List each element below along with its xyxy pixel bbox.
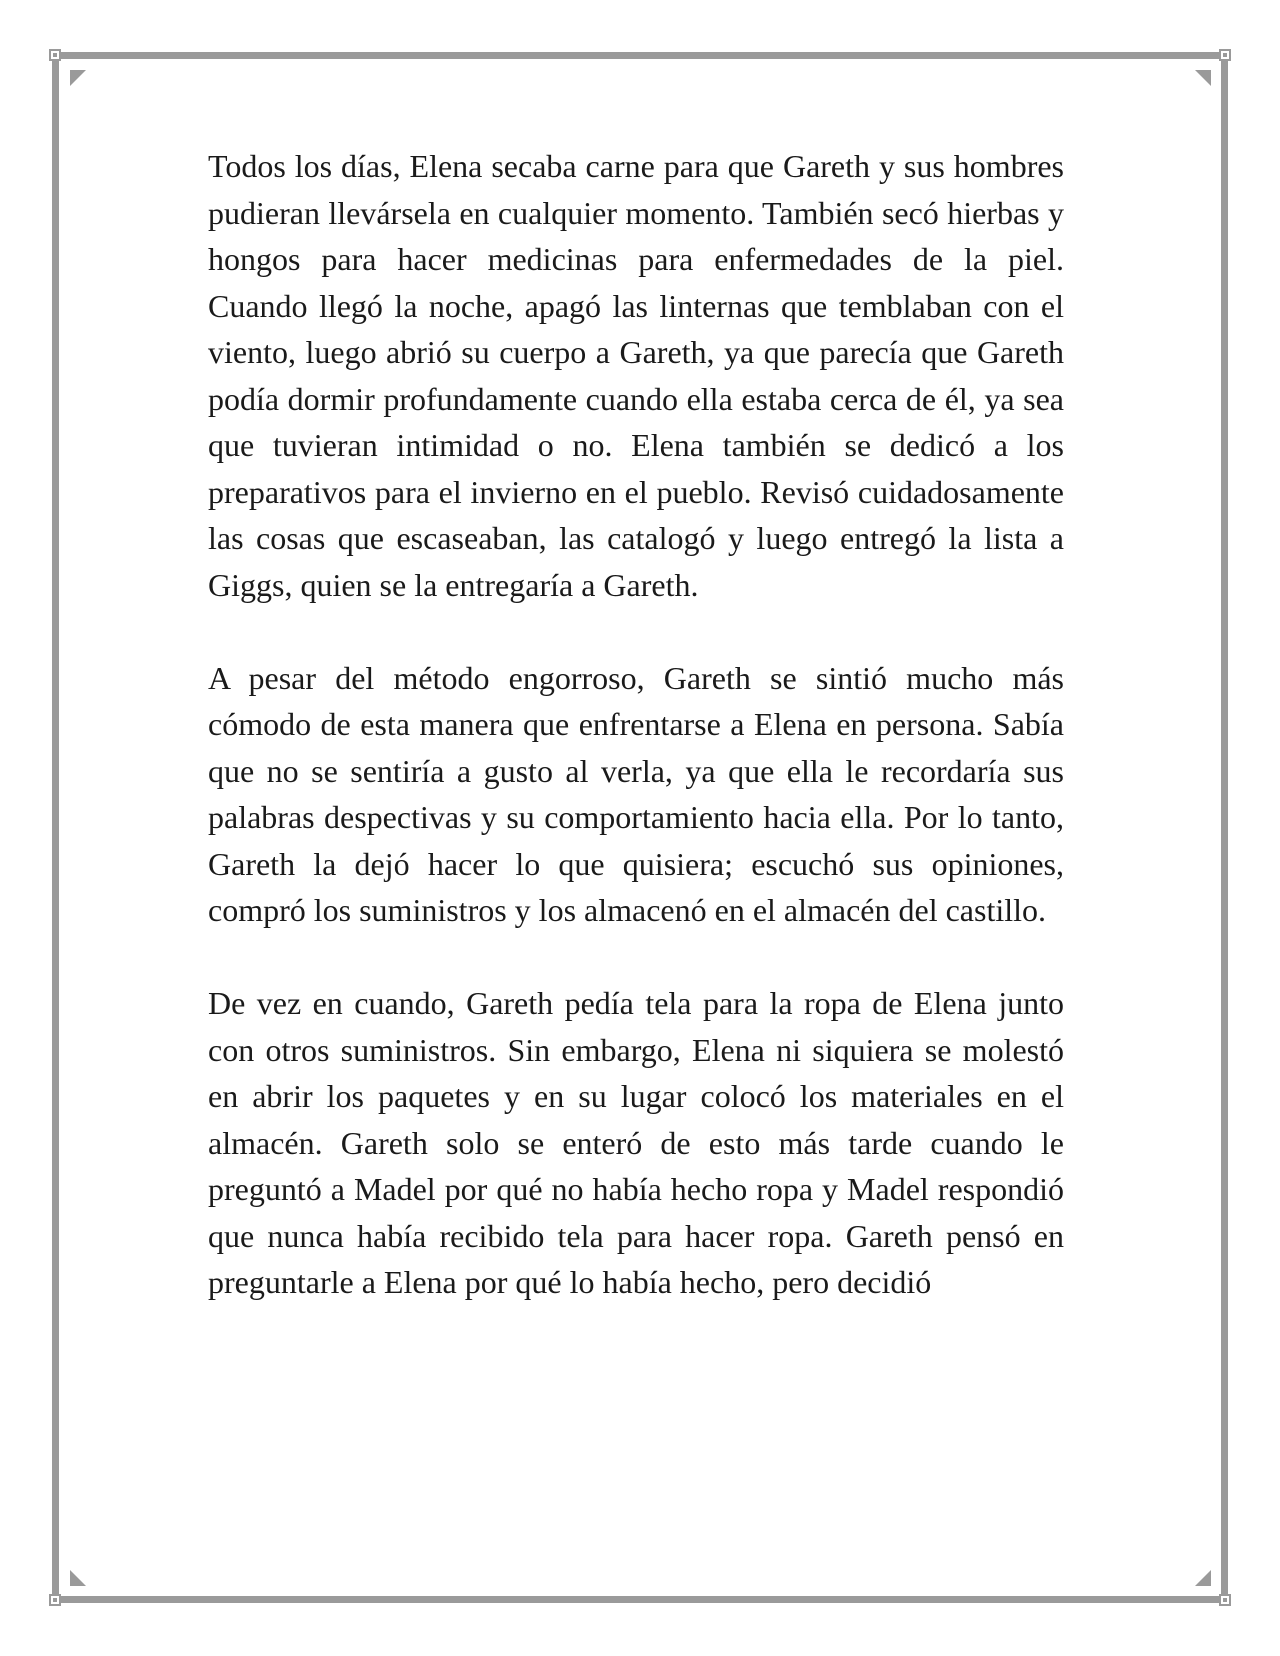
corner-ornament-top-left — [49, 49, 61, 61]
frame-top-border — [60, 52, 1222, 59]
corner-triangle-top-right — [1195, 70, 1211, 86]
paragraph-3: De vez en cuando, Gareth pedía tela para la ropa de Elena junto con otros suministros. Sin embargo, Elena ni siquiera se molestó en abrir los paquetes y en su lugar colocó los materiales en el almacén. Gareth solo se enteró de esto más tarde cuando le preguntó a Madel por qué no había hecho ropa y Madel respondió que nunca había recibido tela para hacer ropa. Gareth pensó en preguntarle a Elena por qué lo había hecho, pero decidió — [208, 985, 1064, 1300]
corner-triangle-bottom-left — [70, 1570, 86, 1586]
frame-right-border — [1221, 60, 1228, 1596]
frame-left-border — [52, 60, 59, 1596]
body-text — [208, 143, 1064, 1352]
paragraph-1: Todos los días, Elena secaba carne para que Gareth y sus hombres pudieran llevársela en cualquier momento. También secó hierbas y hongos para hacer medicinas para enfermedades de la piel. Cuando llegó la noche, apagó las linternas que temblaban con el viento, luego abrió su cuerpo a Gareth, ya que parecía que Gareth podía dormir profundamente cuando ella estaba cerca de él, ya sea que tuvieran intimidad o no. Elena también se dedicó a los preparativos para el invierno en el pueblo. Revisó cuidadosamente las cosas que escaseaban, las catalogó y luego entregó la lista a Giggs, quien se la entregaría a Gareth. — [208, 148, 1064, 603]
corner-ornament-top-right — [1219, 49, 1231, 61]
paragraph-2: A pesar del método engorroso, Gareth se sintió mucho más cómodo de esta manera que enfrentarse a Elena en persona. Sabía que no se sentiría a gusto al verla, ya que ella le recordaría sus palabras despectivas y su comportamiento hacia ella. Por lo tanto, Gareth la dejó hacer lo que quisiera; escuchó sus opiniones, compró los suministros y los almacenó en el almacén del castillo. — [208, 659, 1064, 928]
corner-triangle-top-left — [70, 70, 86, 86]
corner-ornament-bottom-left — [49, 1594, 61, 1606]
corner-triangle-bottom-right — [1195, 1570, 1211, 1586]
corner-ornament-bottom-right — [1219, 1594, 1231, 1606]
frame-bottom-border — [60, 1596, 1222, 1603]
